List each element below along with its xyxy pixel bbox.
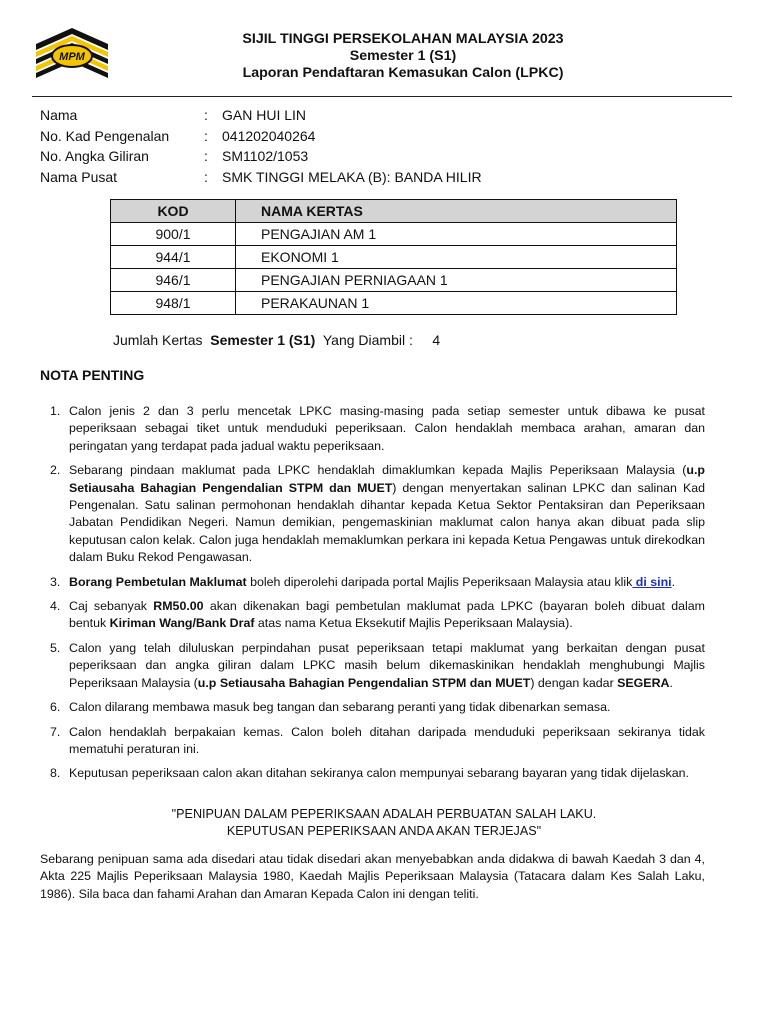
paper-code: 900/1 xyxy=(111,223,236,246)
paper-name: PENGAJIAN PERNIAGAAN 1 xyxy=(236,269,677,292)
info-value: SM1102/1053 xyxy=(222,148,309,164)
note-text: . xyxy=(669,675,673,690)
note-number: 7. xyxy=(50,724,61,739)
note-item xyxy=(40,574,705,591)
candidate-info xyxy=(40,107,640,189)
paper-code: 948/1 xyxy=(111,292,236,315)
count-prefix: Jumlah Kertas xyxy=(113,332,203,348)
note-text: Calon yang telah diluluskan perpindahan pusat peperiksaan tetapi maklumat yang berkaitan dengan pusat peperiksaan dan angka giliran dalam LPKC masih belum dikemaskinikan hendaklah menghubungi Majlis Peperiksaan Malaysia ( xyxy=(69,640,705,690)
note-item xyxy=(40,724,705,759)
notes-list xyxy=(40,403,705,783)
note-text: atas nama Ketua Eksekutif Majlis Peperiksaan Malaysia). xyxy=(254,616,573,631)
note-item xyxy=(40,765,705,782)
info-label: No. Kad Pengenalan xyxy=(40,127,170,144)
header-divider xyxy=(32,96,732,97)
note-bold: Kiriman Wang/Bank Draf xyxy=(109,616,255,631)
note-text: Sebarang pindaan maklumat pada LPKC hendaklah dimaklumkan kepada Majlis Peperiksaan Malaysia ( xyxy=(69,463,687,478)
note-text: Caj sebanyak xyxy=(69,599,154,614)
note-text: . xyxy=(671,574,676,589)
paper-name: EKONOMI 1 xyxy=(236,246,677,269)
info-value: 041202040264 xyxy=(222,127,316,144)
info-row-index xyxy=(40,148,640,169)
paper-count xyxy=(113,332,440,348)
warning-quote xyxy=(0,806,768,839)
note-item xyxy=(40,640,705,692)
note-text: akan dikenakan bagi pembetulan maklumat pada LPKC (bayaran boleh dibuat dalam bentuk xyxy=(69,599,705,631)
note-number: 4. xyxy=(50,599,61,614)
note-item xyxy=(40,598,705,633)
info-label: Nama Pusat xyxy=(40,168,118,185)
nota-title: NOTA PENTING xyxy=(40,367,145,383)
table-row xyxy=(111,246,677,269)
legal-warning: Sebarang penipuan sama ada disedari atau tidak disedari akan menyebabkan anda didakwa di bawah Kaedah 3 dan 4, Akta 225 Majlis Peperiksaan Malaysia 1980, Kaedah Majlis Peperiksaan Malaysia (Tatacara dalam Kes Salah Laku, 1986). Sila baca dan fahami Arahan dan Amaran Kepada Calon ini dengan teliti. xyxy=(40,852,705,901)
note-number: 8. xyxy=(50,766,61,781)
note-item xyxy=(40,403,705,455)
note-item xyxy=(40,462,705,566)
table-header-row xyxy=(111,200,677,223)
header-report-name: Laporan Pendaftaran Kemasukan Calon (LPKC) xyxy=(242,65,564,81)
info-row-name xyxy=(40,107,640,128)
info-label: Nama xyxy=(40,107,78,123)
note-text: Keputusan peperiksaan calon akan ditahan sekiranya calon mempunyai sebarang bayaran yang tidak dijelaskan. xyxy=(69,766,689,781)
paper-name: PENGAJIAN AM 1 xyxy=(236,223,677,246)
note-text: Calon dilarang membawa masuk beg tangan dan sebarang peranti yang tidak dibenarkan semasa. xyxy=(69,700,611,715)
count-suffix: Yang Diambil : xyxy=(322,332,413,348)
note-bold: u.p Setiausaha Bahagian Pengendalian STPM dan MUET xyxy=(197,675,531,690)
paper-name: PERAKAUNAN 1 xyxy=(236,292,677,315)
note-bold: RM50.00 xyxy=(153,599,204,614)
info-colon: : xyxy=(204,148,208,164)
header-title: SIJIL TINGGI PERSEKOLAHAN MALAYSIA 2023 xyxy=(242,31,564,47)
info-colon: : xyxy=(204,127,208,144)
note-text: ) dengan menyertakan salinan LPKC dan salinan Kad Pengenalan. Satu salinan permohonan hendaklah dihantar kepada Ketua Sektor Pentaksiran dan Peperiksaan Jabatan Pendidikan Negeri. Namun demikian, pengemaskinian maklumat calon hanya akan dibuat pada slip keputusan calon kelak. Calon juga hendaklah memaklumkan perkara ini kepada Ketua Pengawas untuk direkodkan dalam Buku Rekod Pengawasan. xyxy=(69,480,705,565)
table-row xyxy=(111,223,677,246)
count-value: 4 xyxy=(432,332,441,348)
note-number: 2. xyxy=(50,463,61,478)
info-colon: : xyxy=(204,168,208,185)
info-colon: : xyxy=(204,107,208,123)
papers-table xyxy=(110,199,677,315)
note-number: 1. xyxy=(50,404,61,418)
paper-code: 946/1 xyxy=(111,269,236,292)
info-label: No. Angka Giliran xyxy=(40,148,149,164)
info-value: GAN HUI LIN xyxy=(222,107,307,123)
note-text: boleh diperolehi daripada portal Majlis Peperiksaan Malaysia atau klik xyxy=(246,574,633,589)
quote-line: "PENIPUAN DALAM PEPERIKSAAN ADALAH PERBUATAN SALAH LAKU. xyxy=(171,807,597,821)
quote-line: KEPUTUSAN PEPERIKSAAN ANDA AKAN TERJEJAS" xyxy=(226,823,542,838)
column-header-paper-name: NAMA KERTAS xyxy=(236,200,677,223)
note-text: Calon jenis 2 dan 3 perlu mencetak LPKC masing-masing pada setiap semester untuk dibawa ke pusat peperiksaan sebagai tiket untuk menduduki peperiksaan. Calon hendaklah membaca arahan, amaran dan peringatan yang terdapat pada jadual waktu peperiksaan. xyxy=(69,404,705,453)
note-bold: u.p Setiausaha Bahagian Pengendalian STPM dan MUET xyxy=(69,463,705,495)
portal-link[interactable]: di sini xyxy=(632,574,672,589)
count-semester: Semester 1 (S1) xyxy=(210,332,316,348)
note-number: 6. xyxy=(50,700,61,715)
note-text: ) dengan kadar xyxy=(530,675,618,690)
logo-text: MPM xyxy=(59,51,85,63)
note-bold: Borang Pembetulan Maklumat xyxy=(69,574,247,589)
paper-code: 944/1 xyxy=(111,246,236,269)
note-item xyxy=(40,699,705,716)
note-number: 5. xyxy=(50,640,61,655)
note-number: 3. xyxy=(50,574,61,589)
info-row-centre xyxy=(40,169,640,190)
note-bold: SEGERA xyxy=(617,675,670,690)
header-semester: Semester 1 (S1) xyxy=(349,48,457,64)
note-text: Calon hendaklah berpakaian kemas. Calon boleh ditahan daripada menduduki peperiksaan sekiranya tidak mematuhi peraturan ini. xyxy=(69,724,705,756)
table-row xyxy=(111,292,677,315)
column-header-code: KOD xyxy=(111,200,236,223)
info-row-ic xyxy=(40,128,640,149)
document-header xyxy=(0,31,768,82)
info-value: SMK TINGGI MELAKA (B): BANDA HILIR xyxy=(222,168,482,185)
table-row xyxy=(111,269,677,292)
